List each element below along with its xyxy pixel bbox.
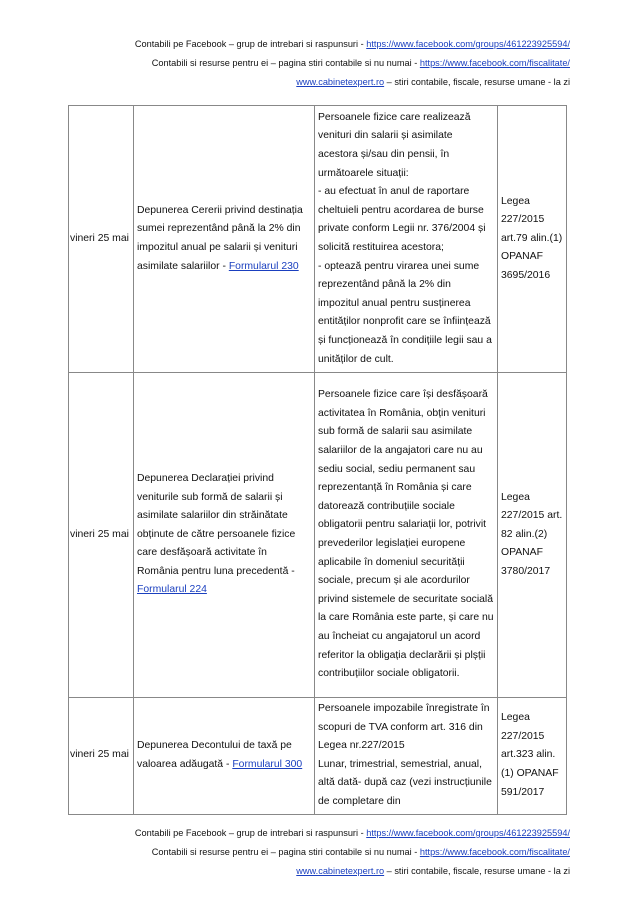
date-text: vineri 25 mai <box>70 528 129 540</box>
subjects-cell <box>315 698 498 815</box>
cabinetexpert-link[interactable]: www.cabinetexpert.ro <box>296 77 385 87</box>
subjects-text: Persoanele fizice care realizează venituri din salarii și asimilate acestora și/sau din pensii, în următoarele situații: - au efectuat în anul de raportare cheltuieli pentru acordarea de burse private conform Legii nr. 376/2004 și solicită restituirea acestora; - optează pentru virarea unei sume reprezentând până la 2% din impozitul anual pentru susținerea entităților nonprofit care se înființează și funcționează în condițiile legii sau a unităților de cult. <box>318 111 492 365</box>
legal-basis-text: Legea 227/2015 art.79 alin.(1) OPANAF 3695/2016 <box>501 195 563 281</box>
obligation-cell <box>134 106 315 373</box>
obligation-text: Depunerea Decontului de taxă pe valoarea adăugată - <box>137 740 292 770</box>
legal-basis-text: Legea 227/2015 art. 82 alin.(2) OPANAF 3780/2017 <box>501 491 563 577</box>
footer-text-3: – stiri contabile, fiscale, resurse umane - la zi <box>384 866 570 876</box>
table-row <box>69 373 567 698</box>
header-line-3 <box>0 73 570 92</box>
header-line-2 <box>0 54 570 73</box>
form-300-link[interactable]: Formularul 300 <box>232 758 303 770</box>
form-224-link[interactable]: Formularul 224 <box>137 584 207 596</box>
header-text-2: Contabili si resurse pentru ei – pagina stiri contabile si nu numai - <box>151 58 420 68</box>
footer-text-1: Contabili pe Facebook – grup de intrebari si raspunsuri - <box>134 828 367 838</box>
date-cell <box>69 698 134 815</box>
legal-basis-cell <box>498 373 567 698</box>
date-cell <box>69 106 134 373</box>
obligation-text: Depunerea Cererii privind destinația sumei reprezentând până la 2% din impozitul anual pe salarii și venituri asimilate salariilor - <box>137 204 303 272</box>
page-header <box>0 35 570 92</box>
header-line-1 <box>0 35 570 54</box>
legal-basis-cell <box>498 698 567 815</box>
facebook-group-link[interactable]: https://www.facebook.com/groups/461223925594/ <box>366 39 570 49</box>
subjects-cell <box>315 106 498 373</box>
date-cell <box>69 373 134 698</box>
footer-text-2: Contabili si resurse pentru ei – pagina stiri contabile si nu numai - <box>151 847 420 857</box>
table-row <box>69 106 567 373</box>
obligation-text: Depunerea Declarației privind veniturile sub formă de salarii și asimilate salariilor din străinătate obținute de către persoanele fizice care desfășoară activitate în România pentru luna precedentă - <box>137 472 296 577</box>
table-row <box>69 698 567 815</box>
footer-line-2 <box>0 843 570 862</box>
facebook-page-link[interactable]: https://www.facebook.com/fiscalitate/ <box>419 58 570 68</box>
fiscal-calendar-table <box>68 105 567 815</box>
obligation-cell <box>134 373 315 698</box>
subjects-text: Persoanele impozabile înregistrate în scopuri de TVA conform art. 316 din Legea nr.227/2015 Lunar, trimestrial, semestrial, anual, altă dată- după caz (vezi instrucțiunile de completare din <box>318 703 492 807</box>
date-text: vineri 25 mai <box>70 232 129 244</box>
header-text-1: Contabili pe Facebook – grup de intrebari si raspunsuri - <box>134 39 367 49</box>
date-text: vineri 25 mai <box>70 749 129 761</box>
legal-basis-text: Legea 227/2015 art.323 alin. (1) OPANAF 591/2017 <box>501 712 559 798</box>
obligation-cell <box>134 698 315 815</box>
footer-line-3 <box>0 862 570 881</box>
facebook-group-link[interactable]: https://www.facebook.com/groups/461223925594/ <box>366 828 570 838</box>
subjects-text: Persoanele fizice care își desfășoară activitatea în România, obțin venituri sub formă de salarii sau asimilate salariilor de la angajatori care nu au sediu social, sediu permanent sau reprezentanță în România și care datorează contribuțiile sociale obligatorii pentru salariații lor, potrivit prevederilor legislației europene aplicabile în domeniul securității sociale, precum și ale acordurilor privind sistemele de securitate socială la care România este parte, și care nu au încheiat cu angajatorul un acord referitor la obligația declarării și plșții contribuțiilor sociale obligatorii. <box>318 389 494 680</box>
page-footer <box>0 824 570 881</box>
facebook-page-link[interactable]: https://www.facebook.com/fiscalitate/ <box>419 847 570 857</box>
subjects-cell <box>315 373 498 698</box>
legal-basis-cell <box>498 106 567 373</box>
form-230-link[interactable]: Formularul 230 <box>228 260 299 272</box>
cabinetexpert-link[interactable]: www.cabinetexpert.ro <box>296 866 385 876</box>
footer-line-1 <box>0 824 570 843</box>
header-text-3: – stiri contabile, fiscale, resurse umane - la zi <box>384 77 570 87</box>
